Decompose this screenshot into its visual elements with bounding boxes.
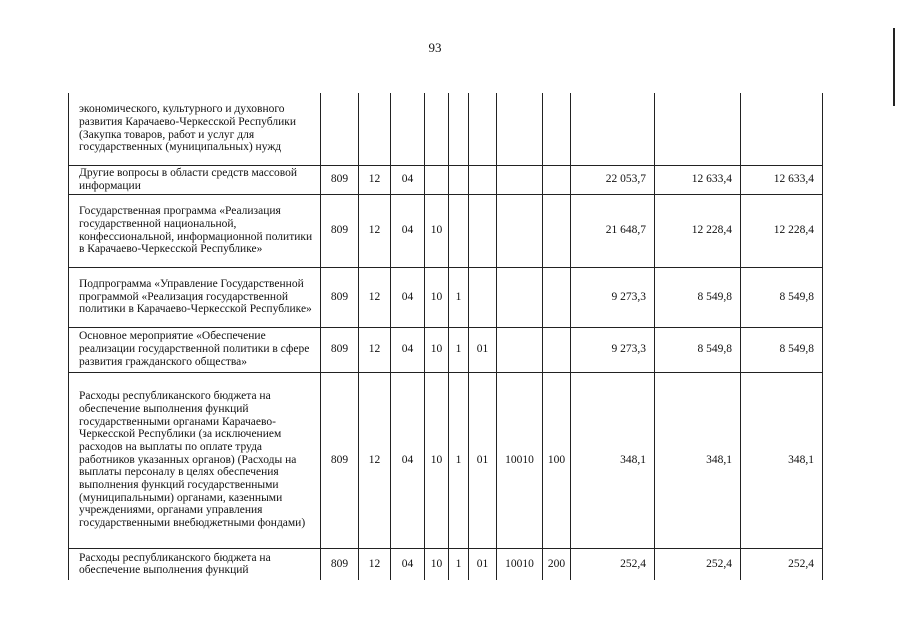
subprogram-code bbox=[449, 93, 469, 165]
table-row bbox=[69, 267, 823, 327]
expense-type-code: 200 bbox=[543, 548, 571, 580]
page-number: 93 bbox=[428, 40, 442, 55]
program-code bbox=[425, 93, 449, 165]
sum-year-1: 9 273,3 bbox=[571, 327, 655, 372]
subsection-code: 04 bbox=[391, 267, 425, 327]
sum-year-2: 12 633,4 bbox=[655, 165, 741, 194]
subprogram-code bbox=[449, 165, 469, 194]
subprogram-code bbox=[449, 194, 469, 267]
expense-name: Расходы республиканского бюджета на обеспечение выполнения функций bbox=[69, 548, 321, 580]
activity-code: 01 bbox=[469, 327, 497, 372]
sum-year-2: 8 549,8 bbox=[655, 267, 741, 327]
expense-type-code bbox=[543, 267, 571, 327]
expense-name: Государственная программа «Реализация государственной национальной, конфессиональной, информационной политики в Карачаево-Черкесской Республике» bbox=[69, 194, 321, 267]
activity-code bbox=[469, 93, 497, 165]
program-code: 10 bbox=[425, 194, 449, 267]
expense-type-code bbox=[543, 93, 571, 165]
section-code bbox=[359, 93, 391, 165]
table-row bbox=[69, 327, 823, 372]
subsection-code: 04 bbox=[391, 372, 425, 548]
direction-code bbox=[497, 93, 543, 165]
subprogram-code: 1 bbox=[449, 327, 469, 372]
section-code: 12 bbox=[359, 548, 391, 580]
activity-code: 01 bbox=[469, 372, 497, 548]
expense-type-code bbox=[543, 165, 571, 194]
activity-code bbox=[469, 165, 497, 194]
expense-type-code bbox=[543, 194, 571, 267]
direction-code bbox=[497, 165, 543, 194]
subprogram-code: 1 bbox=[449, 267, 469, 327]
table-row bbox=[69, 194, 823, 267]
subsection-code: 04 bbox=[391, 548, 425, 580]
sum-year-2: 348,1 bbox=[655, 372, 741, 548]
section-code: 12 bbox=[359, 267, 391, 327]
direction-code: 10010 bbox=[497, 372, 543, 548]
sum-year-3: 12 228,4 bbox=[741, 194, 823, 267]
sum-year-2: 8 549,8 bbox=[655, 327, 741, 372]
direction-code: 10010 bbox=[497, 548, 543, 580]
subsection-code: 04 bbox=[391, 165, 425, 194]
program-code: 10 bbox=[425, 548, 449, 580]
sum-year-2: 12 228,4 bbox=[655, 194, 741, 267]
section-code: 12 bbox=[359, 165, 391, 194]
activity-code bbox=[469, 194, 497, 267]
subsection-code: 04 bbox=[391, 327, 425, 372]
subprogram-code: 1 bbox=[449, 548, 469, 580]
sum-year-3: 252,4 bbox=[741, 548, 823, 580]
budget-table bbox=[68, 93, 823, 580]
expense-type-code: 100 bbox=[543, 372, 571, 548]
sum-year-3: 8 549,8 bbox=[741, 327, 823, 372]
ministry-code: 809 bbox=[321, 372, 359, 548]
expense-name: Другие вопросы в области средств массовой информации bbox=[69, 165, 321, 194]
direction-code bbox=[497, 267, 543, 327]
ministry-code: 809 bbox=[321, 548, 359, 580]
sum-year-2 bbox=[655, 93, 741, 165]
sum-year-1: 252,4 bbox=[571, 548, 655, 580]
direction-code bbox=[497, 194, 543, 267]
sum-year-3: 12 633,4 bbox=[741, 165, 823, 194]
ministry-code: 809 bbox=[321, 165, 359, 194]
ministry-code: 809 bbox=[321, 327, 359, 372]
program-code: 10 bbox=[425, 267, 449, 327]
sum-year-3: 348,1 bbox=[741, 372, 823, 548]
expense-name: Подпрограмма «Управление Государственной программой «Реализация государственной политики в Карачаево-Черкесской Республике» bbox=[69, 267, 321, 327]
page-edge-line bbox=[893, 28, 895, 106]
table-row bbox=[69, 372, 823, 548]
sum-year-3: 8 549,8 bbox=[741, 267, 823, 327]
program-code: 10 bbox=[425, 327, 449, 372]
sum-year-1: 21 648,7 bbox=[571, 194, 655, 267]
sum-year-1: 348,1 bbox=[571, 372, 655, 548]
ministry-code: 809 bbox=[321, 267, 359, 327]
table-row bbox=[69, 548, 823, 580]
ministry-code bbox=[321, 93, 359, 165]
expense-name: Основное мероприятие «Обеспечение реализации государственной политики в сфере развития гражданского общества» bbox=[69, 327, 321, 372]
subsection-code bbox=[391, 93, 425, 165]
sum-year-1: 22 053,7 bbox=[571, 165, 655, 194]
ministry-code: 809 bbox=[321, 194, 359, 267]
program-code: 10 bbox=[425, 372, 449, 548]
sum-year-1: 9 273,3 bbox=[571, 267, 655, 327]
table-row bbox=[69, 93, 823, 165]
expense-name: Расходы республиканского бюджета на обеспечение выполнения функций государственными органами Карачаево-Черкесской Республики (за исключением расходов на выплаты по оплате труда работников указанных органов) (Расходы на выплаты персоналу в целях обеспечения выполнения функций государственными (муниципальными) органами, казенными учреждениями, органами управления государственными внебюджетными фондами) bbox=[69, 372, 321, 548]
section-code: 12 bbox=[359, 327, 391, 372]
activity-code bbox=[469, 267, 497, 327]
activity-code: 01 bbox=[469, 548, 497, 580]
table-row bbox=[69, 165, 823, 194]
subprogram-code: 1 bbox=[449, 372, 469, 548]
subsection-code: 04 bbox=[391, 194, 425, 267]
sum-year-2: 252,4 bbox=[655, 548, 741, 580]
program-code bbox=[425, 165, 449, 194]
section-code: 12 bbox=[359, 194, 391, 267]
section-code: 12 bbox=[359, 372, 391, 548]
expense-name: экономического, культурного и духовного развития Карачаево-Черкесской Республики (Закупка товаров, работ и услуг для государственных (муниципальных) нужд bbox=[69, 93, 321, 165]
sum-year-1 bbox=[571, 93, 655, 165]
expense-type-code bbox=[543, 327, 571, 372]
sum-year-3 bbox=[741, 93, 823, 165]
direction-code bbox=[497, 327, 543, 372]
